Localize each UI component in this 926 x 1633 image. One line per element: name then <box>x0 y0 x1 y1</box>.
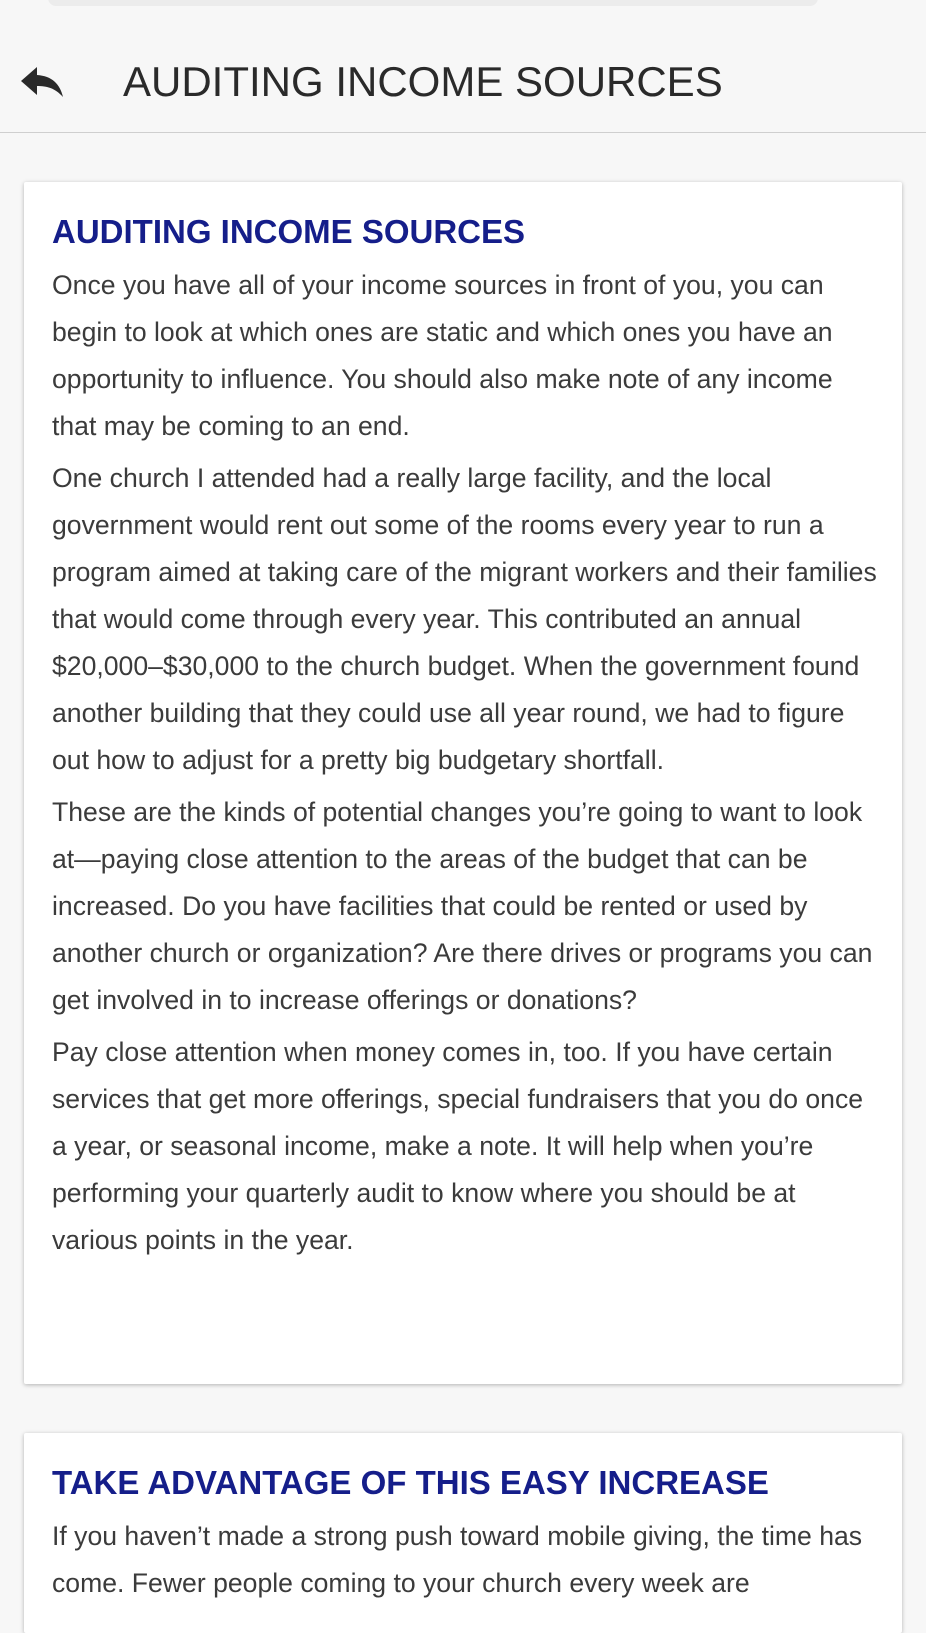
section-paragraph: These are the kinds of potential changes you’re going to want to look at—paying close attention to the areas of the budget that can be increased. Do you have facilities that could be rented or used by another church or organization? Are there drives or programs you can get involved in to increase offerings or donations? <box>52 797 873 1015</box>
section-card-auditing <box>24 182 902 1384</box>
section-paragraph: Pay close attention when money comes in, too. If you have certain services that get more offerings, special fundraisers that you do once a year, or seasonal income, make a note. It will help when you’re performing your quarterly audit to know where you should be at various points in the year. <box>52 1037 864 1255</box>
back-button[interactable] <box>14 56 70 108</box>
section-card-easy-increase <box>24 1433 902 1633</box>
app-header <box>0 0 926 133</box>
section-paragraph: One church I attended had a really large facility, and the local government would rent out some of the rooms every year to run a program aimed at taking care of the migrant workers and their families that would come through every year. This contributed an annual $20,000–$30,000 to the church budget. When the government found another building that they could use all year round, we had to figure out how to adjust for a pretty big budgetary shortfall. <box>52 463 877 775</box>
section-paragraph: Once you have all of your income sources in front of you, you can begin to look at which ones are static and which ones you have an opportunity to influence. You should also make note of any income that may be coming to an end. <box>52 270 833 441</box>
section-heading: TAKE ADVANTAGE OF THIS EASY INCREASE <box>52 1464 769 1501</box>
reply-arrow-icon <box>19 65 65 99</box>
section-paragraph: If you haven’t made a strong push toward mobile giving, the time has come. Fewer people coming to your church every week are <box>52 1521 863 1598</box>
page-title: AUDITING INCOME SOURCES <box>123 58 723 105</box>
section-heading: AUDITING INCOME SOURCES <box>52 213 526 250</box>
